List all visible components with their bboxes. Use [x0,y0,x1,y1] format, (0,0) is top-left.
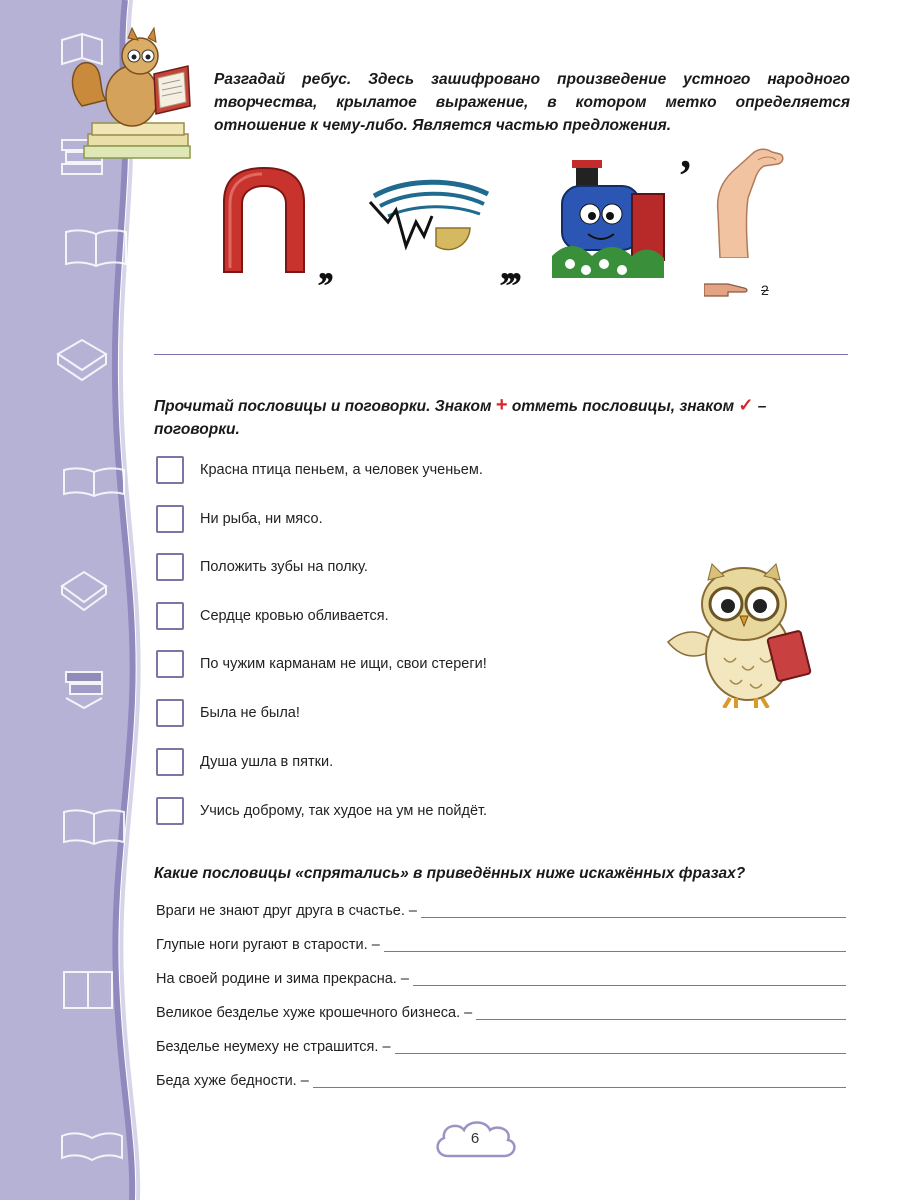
proverb-label: Была не была! [200,705,300,721]
proverb-label: Учись доброму, так худое на ум не пойдёт. [200,803,488,819]
proverb-label: Положить зубы на полку. [200,559,368,575]
distorted-row [156,896,846,922]
rebus-instruction: Разгадай ребус. Здесь зашифровано произведение устного народного творчества, крылатое выражение, в котором метко определяется отношение к чему-либо. Является частью предложения. [214,71,850,134]
proverb-label: По чужим карманам не ищи, свои стереги! [200,656,487,672]
proverbs-instruction [154,394,854,441]
rebus-commas-2: ,,, [500,243,518,288]
proverb-checkbox[interactable] [156,699,184,727]
plus-sign-icon: + [495,394,508,416]
distorted-instruction: Какие пословицы «спрятались» в приведённых ниже искажённых фразах? [154,865,746,882]
squirrel-reading-illustration [70,26,196,164]
proverb-item [156,697,300,729]
distorted-phrase: На своей родине и зима прекрасна. – [156,971,409,987]
checkmark-icon: ✓ [738,395,754,415]
proverb-item [156,600,389,632]
proverb-checkbox[interactable] [156,505,184,533]
answer-line[interactable] [395,1052,846,1054]
distorted-row [156,1032,846,1058]
proverb-checkbox[interactable] [156,553,184,581]
page-number-badge [430,1118,520,1164]
proverb-item [156,795,487,827]
proverb-item [156,746,333,778]
proverbs-instruction-part3: – поговорки. [154,398,767,438]
rebus-crossed-number: 2 [761,282,769,298]
distorted-phrase: Враги не знают друг друга в счастье. – [156,903,417,919]
proverb-checkbox[interactable] [156,456,184,484]
rebus-hand-pinch-illustration [702,142,786,258]
rebus-answer-line[interactable] [154,354,848,355]
sidebar-decoration [0,0,150,1200]
page-number: 6 [470,1130,480,1147]
rebus-pointing-hand-icon [704,280,748,298]
rebus-apostrophe: ’ [678,151,693,200]
proverb-checkbox[interactable] [156,650,184,678]
distorted-row [156,998,846,1024]
letter-p-shape [214,164,314,276]
proverb-label: Душа ушла в пятки. [200,754,334,770]
rebus-letter-p [214,164,314,276]
answer-line[interactable] [384,950,846,952]
rebus-locomotive-illustration [552,160,672,278]
answer-line[interactable] [421,916,846,918]
distorted-phrase: Безделье неумеху не страшится. – [156,1039,391,1055]
answer-line[interactable] [476,1018,846,1020]
proverb-checkbox[interactable] [156,602,184,630]
owl-illustration [664,562,824,708]
proverb-label: Сердце кровью обливается. [200,608,389,624]
distorted-phrase: Беда хуже бедности. – [156,1073,309,1089]
proverb-item [156,454,483,486]
proverb-label: Ни рыба, ни мясо. [200,511,323,527]
answer-line[interactable] [313,1086,846,1088]
distorted-row [156,930,846,956]
rebus-commas-1: ,, [318,243,330,288]
distorted-phrase: Глупые ноги ругают в старости. – [156,937,380,953]
distorted-row [156,1066,846,1092]
distorted-row [156,964,846,990]
proverbs-instruction-part2: отметь пословицы, знаком [511,398,735,415]
proverb-item [156,648,487,680]
proverb-checkbox[interactable] [156,748,184,776]
answer-line[interactable] [413,984,846,986]
proverbs-instruction-part1: Прочитай пословицы и поговорки. Знаком [154,398,492,415]
proverb-checkbox[interactable] [156,797,184,825]
rebus-eye-lightning-illustration [366,176,492,262]
proverb-item [156,551,368,583]
proverb-label: Красна птица пеньем, а человек ученьем. [200,462,483,478]
proverb-item [156,503,323,535]
distorted-phrase: Великое безделье хуже крошечного бизнеса. – [156,1005,473,1021]
